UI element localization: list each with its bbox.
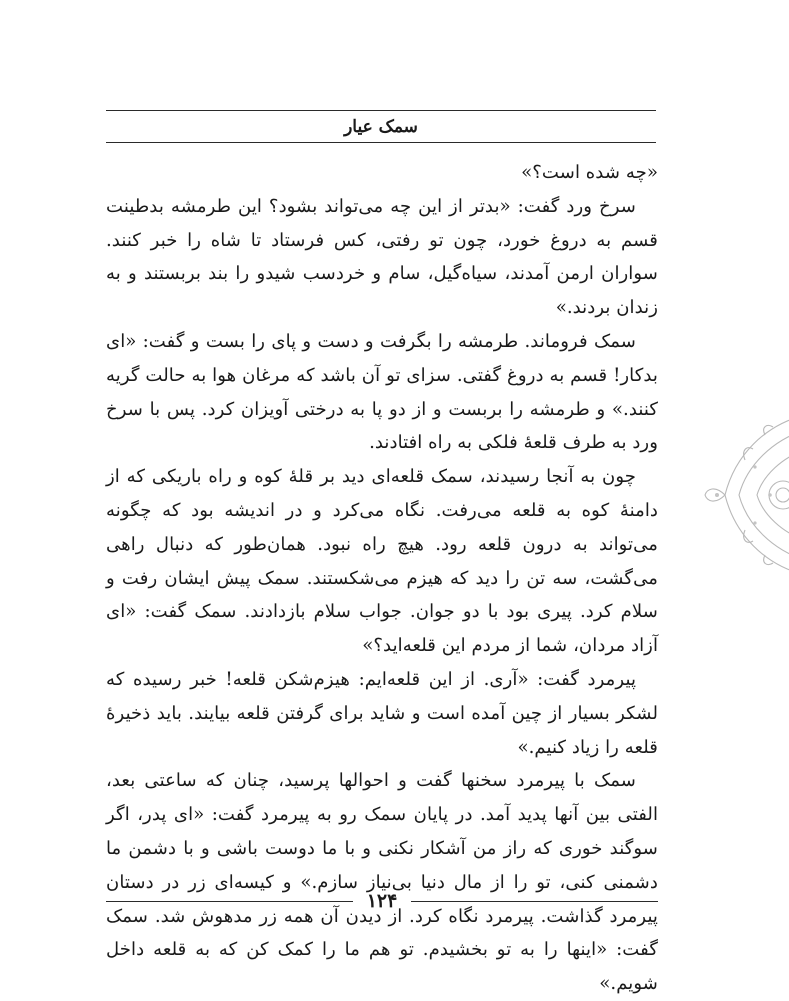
decorative-ornament-icon bbox=[695, 405, 789, 585]
header-top-rule bbox=[106, 110, 656, 111]
page-number: ۱۲۴ bbox=[366, 890, 398, 912]
footer-rule-left bbox=[106, 901, 353, 902]
page-body bbox=[106, 156, 658, 1001]
paragraph: چون به آنجا رسیدند، سمک قلعه‌ای دید بر قلهٔ کوه و راه باریکی که از دامنهٔ کوه به قلعه می‌رفت. نگاه می‌کرد و در اندیشه بود که چگونه می‌تواند به درون قلعه رود. هیچ راه نبود. همان‌طور که دنبال راهی می‌گشت، سه تن را دید که هیزم می‌شکستند. سمک پیش ایشان رفت و سلام کرد. پیری بود با دو جوان. جواب سلام بازدادند. سمک گفت: «ای آزاد مردان، شما از مردم این قلعه‌اید؟» bbox=[106, 466, 658, 657]
header-bottom-rule bbox=[106, 142, 656, 143]
paragraph: «چه شده است؟» bbox=[521, 162, 658, 183]
paragraph: پیرمرد گفت: «آری. از این قلعه‌ایم: هیزم‌شکن قلعه! خبر رسیده که لشکر بسیار از چین آمده است و شاید برای گرفتن قلعه بیایند. باید ذخیرهٔ قلعه را زیاد کنیم.» bbox=[106, 668, 658, 758]
paragraph: سمک فروماند. طرمشه را بگرفت و دست و پای را بست و گفت: «ای بدکار! قسم به دروغ گفتی. سزای تو آن باشد که مرغان هوا به حالت گریه کنند.» و طرمشه را بربست و از دو پا به درختی آویزان کرد. پس با سرخ ورد به طرف قلعهٔ فلکی به راه افتادند. bbox=[106, 330, 658, 454]
paragraph: سمک با پیرمرد سخنها گفت و احوالها پرسید، چنان که ساعتی بعد، الفتی بین آنها پدید آمد. در پایان سمک رو به پیرمرد گفت: «ای پدر، اگر سوگند خوری که راز من آشکار نکنی و با ما دوست باشی و با دشمن ما دشمنی کنی، تو را از مال دنیا بی‌نیاز سازم.» و کیسه‌ای زر در دستان پیرمرد گذاشت. پیرمرد نگاه کرد. از دیدن آن همه زر مدهوش شد. سمک گفت: «اینها را به تو بخشیدم. تو هم ما را کمک کن که به قلعه داخل شویم.» bbox=[106, 770, 658, 995]
paragraph: سرخ ورد گفت: «بدتر از این چه می‌تواند بشود؟ این طرمشه بدطینت قسم به دروغ خورد، چون تو رفتی، کس فرستاد تا شاه را خبر کنند. سواران ارمن آمدند، سیاه‌گیل، سام و خردسب شیدو را بند بربستند و به زندان بردند.» bbox=[106, 195, 658, 319]
running-header: سمک عیار bbox=[344, 117, 418, 137]
page-footer bbox=[106, 886, 658, 916]
footer-rule-right bbox=[411, 901, 658, 902]
